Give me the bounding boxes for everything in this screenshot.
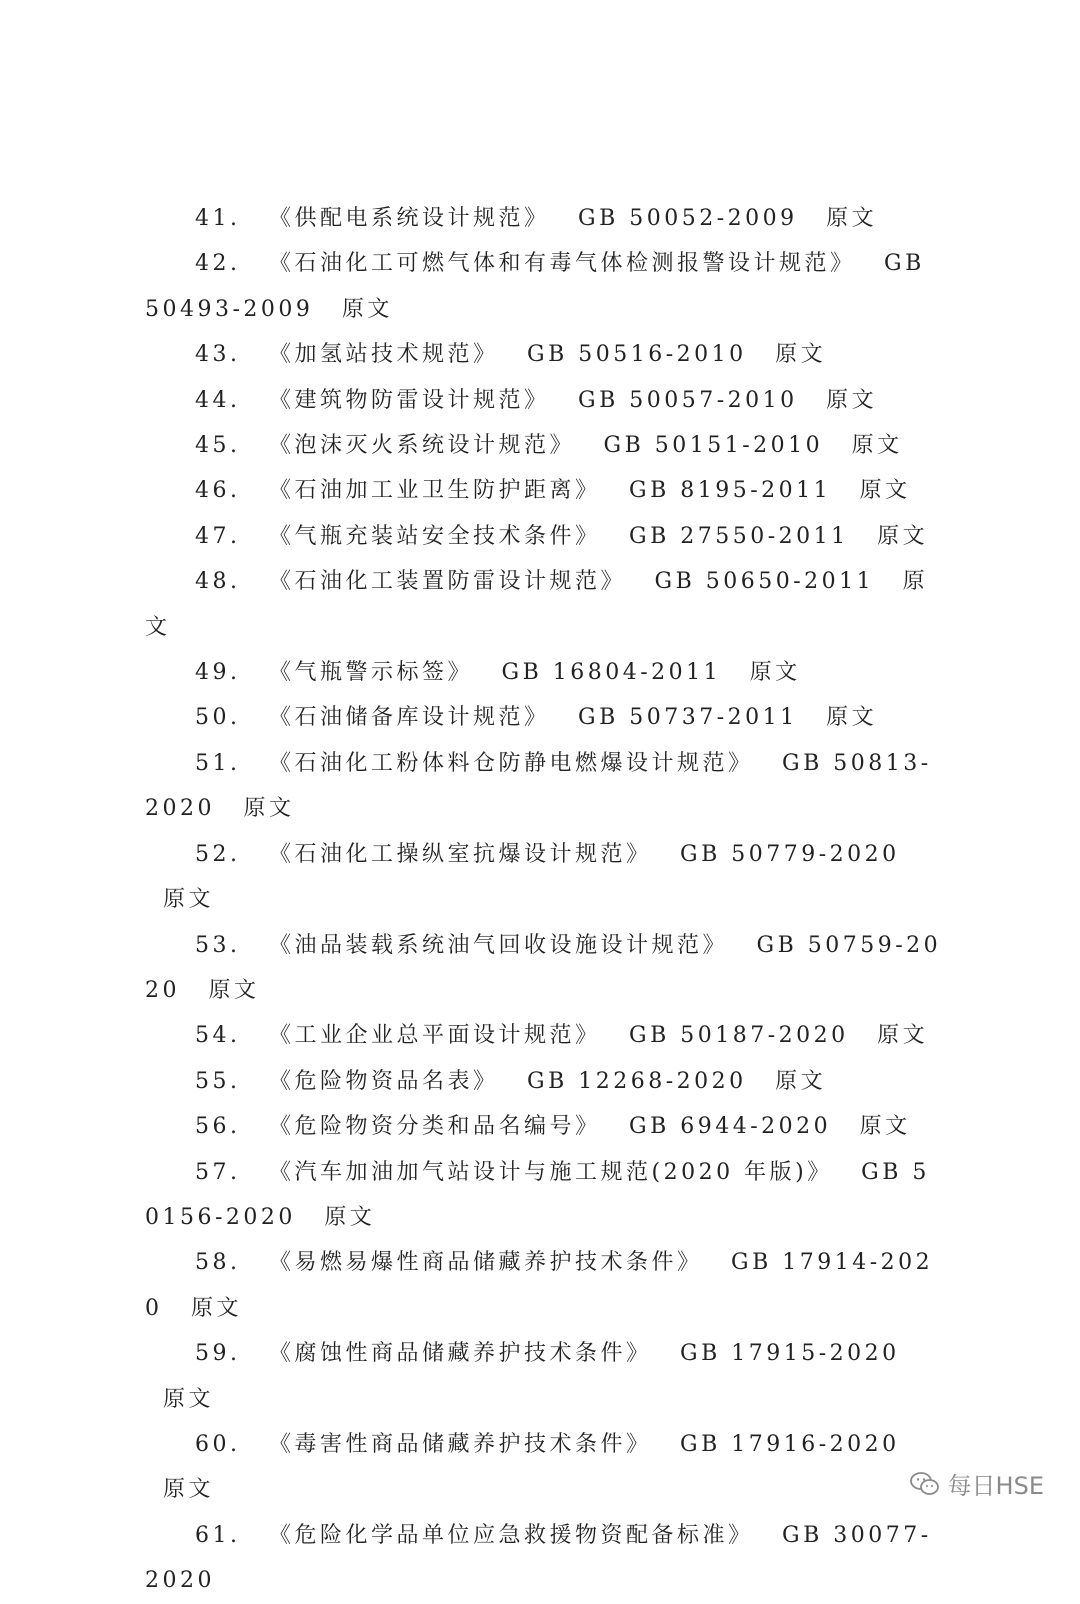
item-number: 46. [195,478,241,504]
item-code: GB 17916-2020 [680,1431,900,1457]
item-title: 《石油化工操纵室抗爆设计规范》 [269,841,652,867]
item-title: 《汽车加油加气站设计与施工规范(2020 年版)》 [269,1159,833,1185]
list-item [145,1331,945,1422]
wechat-icon [910,1471,940,1497]
item-number: 59. [195,1341,241,1367]
item-code: GB 30077-2020 [145,1522,932,1594]
item-title: 《石油化工粉体料仓防静电燃爆设计规范》 [269,750,754,776]
item-status: 原文 [341,296,393,322]
item-status: 原文 [826,705,878,731]
item-code: GB 50151-2010 [603,433,824,459]
item-number: 47. [195,523,241,549]
item-status: 原文 [191,1295,243,1321]
item-title: 《毒害性商品储藏养护技术条件》 [269,1431,652,1457]
item-title: 《气瓶警示标签》 [269,660,474,686]
watermark-text: 每日HSE [947,1472,1044,1500]
item-code: GB 50052-2009 [578,206,798,231]
item-code: GB 27550-2011 [629,523,849,549]
item-title: 《建筑物防雷设计规范》 [269,387,550,413]
item-status: 原文 [749,660,801,686]
item-code: GB 50516-2010 [527,342,747,368]
list-item [145,1240,945,1331]
list-item [145,196,945,241]
item-code: GB 50650-2011 [654,569,875,595]
list-item [145,695,945,740]
list-item [145,423,945,468]
item-code: GB 50187-2020 [629,1023,849,1049]
list-item [145,241,945,332]
list-item [145,1513,945,1604]
item-number: 55. [195,1068,241,1094]
item-title: 《危险化学品单位应急救援物资配备标准》 [269,1522,754,1548]
list-item [145,1422,945,1513]
item-title: 《危险物资品名表》 [269,1068,499,1094]
item-number: 44. [195,387,241,413]
list-item [145,468,945,513]
item-number: 49. [195,660,241,686]
item-title: 《加氢站技术规范》 [269,342,499,368]
item-number: 45. [195,433,241,459]
item-status: 原文 [163,887,215,913]
item-status: 原文 [877,1023,929,1049]
item-number: 57. [195,1159,241,1185]
item-title: 《泡沫灭火系统设计规范》 [269,433,576,459]
item-title: 《石油化工可燃气体和有毒气体检测报警设计规范》 [269,251,856,277]
item-code: GB 17915-2020 [680,1341,900,1367]
item-code: GB 50813-2020 [145,750,932,822]
item-status: 原文 [775,342,827,368]
item-status: 原文 [163,1477,215,1503]
item-number: 43. [195,342,241,368]
item-number: 52. [195,841,241,867]
item-status: 原文 [859,478,911,504]
item-number: 50. [195,705,241,731]
item-code: GB 50057-2010 [578,387,798,413]
item-status: 原文 [145,569,929,640]
list-item [145,332,945,377]
list-item [145,514,945,559]
item-number: 42. [195,251,241,277]
list-item [145,1150,945,1241]
list-item [145,1059,945,1104]
item-number: 60. [195,1431,241,1457]
item-code: GB 50779-2020 [680,841,900,867]
item-code: GB 50156-2020 [145,1159,930,1230]
item-number: 48. [195,569,241,595]
list-item [145,741,945,832]
item-title: 《易燃易爆性商品储藏养护技术条件》 [269,1250,703,1276]
item-code: GB 50493-2009 [145,251,925,322]
item-title: 《石油加工业卫生防护距离》 [269,478,601,504]
item-code: GB 50737-2011 [578,705,798,731]
item-title: 《气瓶充装站安全技术条件》 [269,523,601,549]
item-status: 原文 [877,523,929,549]
item-title: 《石油储备库设计规范》 [269,705,550,731]
item-status: 原文 [324,1204,376,1230]
item-code: GB 8195-2011 [629,478,832,504]
item-number: 58. [195,1250,241,1276]
item-status: 原文 [859,1114,911,1140]
item-code: GB 17914-2020 [145,1250,934,1321]
item-title: 《腐蚀性商品储藏养护技术条件》 [269,1341,652,1367]
list-item [145,1104,945,1149]
list-item [145,559,945,650]
list-item [145,650,945,695]
item-title: 《油品装载系统油气回收设施设计规范》 [269,932,729,958]
item-status: 原文 [775,1068,827,1094]
list-item [145,832,945,923]
item-number: 41. [195,206,241,231]
item-title: 《供配电系统设计规范》 [269,206,550,231]
item-code: GB 50759-2020 [145,932,942,1003]
list-item [145,1013,945,1058]
watermark [910,1466,1044,1501]
item-status: 原文 [826,206,878,231]
item-status: 原文 [163,1386,215,1412]
item-status: 原文 [208,977,260,1003]
item-title: 《危险物资分类和品名编号》 [269,1114,601,1140]
item-number: 51. [195,750,241,776]
standards-list [145,196,945,1604]
list-item [145,923,945,1014]
list-item [145,378,945,423]
item-number: 53. [195,932,241,958]
item-status: 原文 [243,796,295,822]
item-status: 原文 [826,387,878,413]
item-status: 原文 [851,433,903,459]
item-title: 《工业企业总平面设计规范》 [269,1023,601,1049]
item-code: GB 6944-2020 [629,1114,832,1140]
item-code: GB 12268-2020 [527,1068,747,1094]
item-number: 54. [195,1023,241,1049]
item-number: 56. [195,1114,241,1140]
item-code: GB 16804-2011 [501,660,722,686]
item-title: 《石油化工装置防雷设计规范》 [269,569,627,595]
item-number: 61. [195,1522,241,1548]
